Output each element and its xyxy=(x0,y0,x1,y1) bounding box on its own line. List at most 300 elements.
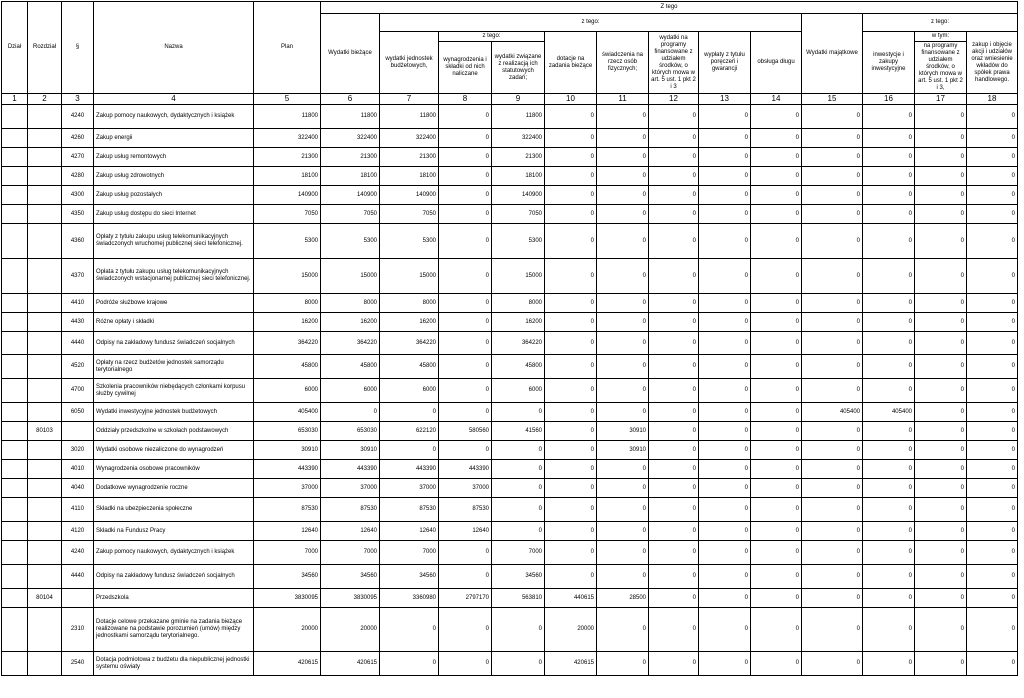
value-cell: 0 xyxy=(545,313,597,332)
table-row xyxy=(2,224,1018,259)
paragraf-cell: 4010 xyxy=(62,460,94,479)
value-cell: 440615 xyxy=(545,589,597,608)
table-row xyxy=(2,441,1018,460)
value-cell: 0 xyxy=(649,186,699,205)
value-cell: 20000 xyxy=(254,608,321,652)
value-cell: 0 xyxy=(915,313,967,332)
value-cell: 12640 xyxy=(254,522,321,541)
value-cell: 0 xyxy=(967,565,1018,589)
value-cell: 20000 xyxy=(321,608,380,652)
value-cell: 0 xyxy=(802,379,863,403)
value-cell: 0 xyxy=(967,652,1018,676)
column-number: 18 xyxy=(967,94,1018,105)
header-wydatki-majatkowe: Wydatki majątkowe xyxy=(802,14,863,94)
value-cell: 0 xyxy=(492,460,545,479)
value-cell: 0 xyxy=(802,608,863,652)
value-cell: 6000 xyxy=(321,379,380,403)
value-cell: 0 xyxy=(751,565,802,589)
table-row xyxy=(2,498,1018,522)
value-cell: 0 xyxy=(967,589,1018,608)
value-cell: 0 xyxy=(915,541,967,565)
value-cell: 0 xyxy=(699,589,751,608)
value-cell: 7050 xyxy=(380,205,439,224)
dzial-cell xyxy=(2,167,28,186)
value-cell: 6000 xyxy=(254,379,321,403)
value-cell: 420615 xyxy=(545,652,597,676)
value-cell: 0 xyxy=(967,313,1018,332)
value-cell: 87530 xyxy=(439,498,492,522)
value-cell: 0 xyxy=(699,460,751,479)
paragraf-cell xyxy=(62,422,94,441)
value-cell: 11800 xyxy=(254,105,321,129)
dzial-cell xyxy=(2,313,28,332)
rozdzial-cell xyxy=(28,379,62,403)
value-cell: 0 xyxy=(915,167,967,186)
rozdzial-cell: 80103 xyxy=(28,422,62,441)
value-cell: 0 xyxy=(967,167,1018,186)
value-cell: 0 xyxy=(649,522,699,541)
nazwa-cell: Zakup pomocy naukowych, dydaktycznych i książek xyxy=(94,541,254,565)
value-cell: 0 xyxy=(967,522,1018,541)
value-cell: 0 xyxy=(915,332,967,355)
rozdzial-cell xyxy=(28,105,62,129)
value-cell: 0 xyxy=(380,403,439,422)
value-cell: 3830095 xyxy=(254,589,321,608)
value-cell: 0 xyxy=(802,441,863,460)
value-cell: 0 xyxy=(802,313,863,332)
value-cell: 8000 xyxy=(254,294,321,313)
header-w-tym: w tym: xyxy=(915,32,967,42)
value-cell: 16200 xyxy=(492,313,545,332)
value-cell: 0 xyxy=(967,608,1018,652)
value-cell: 11800 xyxy=(380,105,439,129)
header-rozdzial: Rozdział xyxy=(28,2,62,94)
value-cell: 0 xyxy=(439,186,492,205)
rozdzial-cell xyxy=(28,294,62,313)
paragraf-cell: 4410 xyxy=(62,294,94,313)
value-cell: 0 xyxy=(863,460,915,479)
column-number: 14 xyxy=(751,94,802,105)
nazwa-cell: Wydatki inwestycyjne jednostek budżetowych xyxy=(94,403,254,422)
value-cell: 0 xyxy=(915,105,967,129)
value-cell: 443390 xyxy=(254,460,321,479)
header-nazwa: Nazwa xyxy=(94,2,254,94)
value-cell: 0 xyxy=(439,205,492,224)
value-cell: 0 xyxy=(915,479,967,498)
value-cell: 0 xyxy=(915,259,967,294)
value-cell: 0 xyxy=(545,205,597,224)
value-cell: 140900 xyxy=(254,186,321,205)
value-cell: 0 xyxy=(439,441,492,460)
table-row xyxy=(2,608,1018,652)
value-cell: 0 xyxy=(863,441,915,460)
table-row xyxy=(2,565,1018,589)
dzial-cell xyxy=(2,652,28,676)
value-cell: 0 xyxy=(863,105,915,129)
value-cell: 18100 xyxy=(380,167,439,186)
value-cell: 15000 xyxy=(380,259,439,294)
value-cell: 0 xyxy=(545,422,597,441)
value-cell: 8000 xyxy=(492,294,545,313)
rozdzial-cell xyxy=(28,441,62,460)
value-cell: 0 xyxy=(967,379,1018,403)
dzial-cell xyxy=(2,259,28,294)
value-cell: 0 xyxy=(751,205,802,224)
value-cell: 0 xyxy=(597,186,649,205)
value-cell: 0 xyxy=(863,589,915,608)
header-wynagrodzenia: wynagrodzenia i składki od nich naliczane xyxy=(439,42,492,94)
value-cell: 16200 xyxy=(380,313,439,332)
table-row xyxy=(2,105,1018,129)
value-cell: 0 xyxy=(751,608,802,652)
value-cell: 0 xyxy=(863,224,915,259)
value-cell: 0 xyxy=(649,294,699,313)
value-cell: 0 xyxy=(545,541,597,565)
value-cell: 12640 xyxy=(321,522,380,541)
value-cell: 0 xyxy=(699,565,751,589)
value-cell: 0 xyxy=(545,403,597,422)
value-cell: 37000 xyxy=(254,479,321,498)
dzial-cell xyxy=(2,589,28,608)
value-cell: 0 xyxy=(915,498,967,522)
value-cell: 364220 xyxy=(380,332,439,355)
value-cell: 0 xyxy=(751,355,802,379)
value-cell: 0 xyxy=(649,224,699,259)
value-cell: 0 xyxy=(802,148,863,167)
value-cell: 0 xyxy=(751,186,802,205)
value-cell: 0 xyxy=(699,186,751,205)
dzial-cell xyxy=(2,379,28,403)
value-cell: 580560 xyxy=(439,422,492,441)
value-cell: 0 xyxy=(545,186,597,205)
value-cell: 0 xyxy=(802,259,863,294)
value-cell: 0 xyxy=(699,148,751,167)
table-row xyxy=(2,422,1018,441)
paragraf-cell: 4360 xyxy=(62,224,94,259)
nazwa-cell: Opłaty na rzecz budżetów jednostek samorządu terytorialnego xyxy=(94,355,254,379)
table-row xyxy=(2,205,1018,224)
nazwa-cell: Zakup usług remontowych xyxy=(94,148,254,167)
value-cell: 653030 xyxy=(321,422,380,441)
value-cell: 34560 xyxy=(321,565,380,589)
value-cell: 0 xyxy=(597,205,649,224)
rozdzial-cell xyxy=(28,205,62,224)
value-cell: 0 xyxy=(649,403,699,422)
column-number: 11 xyxy=(597,94,649,105)
value-cell: 0 xyxy=(492,652,545,676)
dzial-cell xyxy=(2,403,28,422)
value-cell: 0 xyxy=(863,167,915,186)
value-cell: 0 xyxy=(380,608,439,652)
value-cell: 420615 xyxy=(254,652,321,676)
value-cell: 30910 xyxy=(597,422,649,441)
table-row xyxy=(2,129,1018,148)
value-cell: 0 xyxy=(597,105,649,129)
paragraf-cell: 4260 xyxy=(62,129,94,148)
value-cell: 0 xyxy=(649,608,699,652)
value-cell: 443390 xyxy=(380,460,439,479)
value-cell: 0 xyxy=(649,205,699,224)
value-cell: 0 xyxy=(597,129,649,148)
value-cell: 0 xyxy=(967,441,1018,460)
dzial-cell xyxy=(2,565,28,589)
value-cell: 0 xyxy=(439,259,492,294)
paragraf-cell: 4350 xyxy=(62,205,94,224)
value-cell: 0 xyxy=(967,105,1018,129)
value-cell: 0 xyxy=(699,332,751,355)
value-cell: 140900 xyxy=(380,186,439,205)
rozdzial-cell xyxy=(28,565,62,589)
nazwa-cell: Składki na ubezpieczenia społeczne xyxy=(94,498,254,522)
value-cell: 622120 xyxy=(380,422,439,441)
value-cell: 0 xyxy=(699,129,751,148)
value-cell: 0 xyxy=(439,294,492,313)
value-cell: 0 xyxy=(699,541,751,565)
table-row xyxy=(2,332,1018,355)
value-cell: 0 xyxy=(751,522,802,541)
rozdzial-cell xyxy=(28,403,62,422)
column-number: 10 xyxy=(545,94,597,105)
header-z-tego-jednostek: z tego: xyxy=(439,32,545,42)
value-cell: 6000 xyxy=(492,379,545,403)
paragraf-cell: 4280 xyxy=(62,167,94,186)
value-cell: 0 xyxy=(545,167,597,186)
value-cell: 0 xyxy=(439,608,492,652)
paragraf-cell: 2540 xyxy=(62,652,94,676)
table-row xyxy=(2,403,1018,422)
value-cell: 0 xyxy=(751,379,802,403)
column-number: 15 xyxy=(802,94,863,105)
value-cell: 0 xyxy=(699,224,751,259)
value-cell: 0 xyxy=(915,148,967,167)
paragraf-cell: 4110 xyxy=(62,498,94,522)
value-cell: 0 xyxy=(863,422,915,441)
value-cell: 0 xyxy=(699,167,751,186)
value-cell: 0 xyxy=(802,205,863,224)
value-cell: 0 xyxy=(802,522,863,541)
value-cell: 364220 xyxy=(254,332,321,355)
value-cell: 0 xyxy=(649,332,699,355)
value-cell: 0 xyxy=(649,441,699,460)
value-cell: 0 xyxy=(751,652,802,676)
value-cell: 0 xyxy=(751,403,802,422)
value-cell: 0 xyxy=(751,460,802,479)
value-cell: 0 xyxy=(915,205,967,224)
value-cell: 0 xyxy=(649,167,699,186)
value-cell: 140900 xyxy=(492,186,545,205)
value-cell: 420615 xyxy=(321,652,380,676)
dzial-cell xyxy=(2,105,28,129)
value-cell: 0 xyxy=(321,403,380,422)
nazwa-cell: Dotacja podmiotowa z budżetu dla niepublicznej jednostki systemu oświaty xyxy=(94,652,254,676)
value-cell: 0 xyxy=(545,522,597,541)
value-cell: 0 xyxy=(545,441,597,460)
value-cell: 0 xyxy=(439,167,492,186)
paragraf-cell: 4270 xyxy=(62,148,94,167)
value-cell: 0 xyxy=(751,441,802,460)
paragraf-cell: 4440 xyxy=(62,332,94,355)
value-cell: 0 xyxy=(751,259,802,294)
dzial-cell xyxy=(2,205,28,224)
value-cell: 0 xyxy=(699,403,751,422)
value-cell: 0 xyxy=(545,332,597,355)
value-cell: 0 xyxy=(597,565,649,589)
value-cell: 0 xyxy=(492,608,545,652)
value-cell: 0 xyxy=(597,313,649,332)
value-cell: 0 xyxy=(863,186,915,205)
value-cell: 0 xyxy=(649,565,699,589)
rozdzial-cell xyxy=(28,460,62,479)
value-cell: 87530 xyxy=(254,498,321,522)
value-cell: 20000 xyxy=(545,608,597,652)
value-cell: 34560 xyxy=(380,565,439,589)
nazwa-cell: Wynagrodzenia osobowe pracowników xyxy=(94,460,254,479)
header-z-tego-biezace: z tego: xyxy=(380,14,802,32)
value-cell: 0 xyxy=(751,479,802,498)
column-number: 1 xyxy=(2,94,28,105)
value-cell: 0 xyxy=(649,422,699,441)
value-cell: 0 xyxy=(802,565,863,589)
value-cell: 0 xyxy=(802,294,863,313)
value-cell: 0 xyxy=(545,129,597,148)
value-cell: 0 xyxy=(751,105,802,129)
nazwa-cell: Oddziały przedszkolne w szkołach podstawowych xyxy=(94,422,254,441)
nazwa-cell: Dodatkowe wynagrodzenie roczne xyxy=(94,479,254,498)
value-cell: 0 xyxy=(967,186,1018,205)
value-cell: 0 xyxy=(863,332,915,355)
value-cell: 3830095 xyxy=(321,589,380,608)
value-cell: 0 xyxy=(699,441,751,460)
value-cell: 0 xyxy=(802,479,863,498)
nazwa-cell: Szkolenia pracowników niebędących członkami korpusu służby cywilnej xyxy=(94,379,254,403)
rozdzial-cell xyxy=(28,224,62,259)
value-cell: 5300 xyxy=(254,224,321,259)
value-cell: 0 xyxy=(439,541,492,565)
value-cell: 0 xyxy=(597,224,649,259)
value-cell: 405400 xyxy=(254,403,321,422)
nazwa-cell: Różne opłaty i składki xyxy=(94,313,254,332)
rozdzial-cell xyxy=(28,129,62,148)
header-swiadczenia: świadczenia na rzecz osób fizycznych; xyxy=(597,32,649,94)
dzial-cell xyxy=(2,148,28,167)
value-cell: 0 xyxy=(492,403,545,422)
value-cell: 0 xyxy=(802,652,863,676)
value-cell: 0 xyxy=(439,313,492,332)
value-cell: 0 xyxy=(802,355,863,379)
value-cell: 405400 xyxy=(802,403,863,422)
value-cell: 0 xyxy=(863,294,915,313)
value-cell: 0 xyxy=(863,148,915,167)
table-row xyxy=(2,652,1018,676)
value-cell: 0 xyxy=(915,589,967,608)
value-cell: 16200 xyxy=(254,313,321,332)
value-cell: 0 xyxy=(802,541,863,565)
table-header xyxy=(2,2,1018,105)
value-cell: 0 xyxy=(802,129,863,148)
value-cell: 0 xyxy=(915,441,967,460)
value-cell: 322400 xyxy=(380,129,439,148)
value-cell: 0 xyxy=(649,379,699,403)
header-wyplaty: wypłaty z tytułu poręczeń i gwarancji xyxy=(699,32,751,94)
value-cell: 0 xyxy=(802,167,863,186)
dzial-cell xyxy=(2,294,28,313)
table-row xyxy=(2,294,1018,313)
dzial-cell xyxy=(2,186,28,205)
value-cell: 0 xyxy=(863,129,915,148)
column-number: 4 xyxy=(94,94,254,105)
nazwa-cell: Wydatki osobowe niezaliczone do wynagrodzeń xyxy=(94,441,254,460)
value-cell: 0 xyxy=(439,105,492,129)
value-cell: 0 xyxy=(967,129,1018,148)
value-cell: 0 xyxy=(649,541,699,565)
value-cell: 0 xyxy=(967,205,1018,224)
value-cell: 0 xyxy=(967,422,1018,441)
column-number: 13 xyxy=(699,94,751,105)
value-cell: 0 xyxy=(597,498,649,522)
rozdzial-cell xyxy=(28,186,62,205)
nazwa-cell: Zakup usług dostępu do sieci Internet xyxy=(94,205,254,224)
value-cell: 0 xyxy=(915,355,967,379)
value-cell: 0 xyxy=(863,541,915,565)
value-cell: 0 xyxy=(649,460,699,479)
value-cell: 34560 xyxy=(254,565,321,589)
dzial-cell xyxy=(2,460,28,479)
paragraf-cell: 4040 xyxy=(62,479,94,498)
table-row xyxy=(2,589,1018,608)
header-wydatki-statutowe: wydatki związane z realizacją ich statutowych zadań; xyxy=(492,42,545,94)
value-cell: 364220 xyxy=(492,332,545,355)
value-cell: 0 xyxy=(863,498,915,522)
value-cell: 0 xyxy=(649,313,699,332)
value-cell: 0 xyxy=(699,652,751,676)
header-obsluga: obsługa długu xyxy=(751,32,802,94)
value-cell: 0 xyxy=(597,167,649,186)
paragraf-cell: 4440 xyxy=(62,565,94,589)
value-cell: 0 xyxy=(802,224,863,259)
value-cell: 0 xyxy=(863,608,915,652)
value-cell: 0 xyxy=(751,541,802,565)
dzial-cell xyxy=(2,129,28,148)
value-cell: 0 xyxy=(751,224,802,259)
paragraf-cell: 4240 xyxy=(62,541,94,565)
value-cell: 0 xyxy=(751,498,802,522)
value-cell: 0 xyxy=(967,479,1018,498)
value-cell: 6000 xyxy=(380,379,439,403)
value-cell: 37000 xyxy=(439,479,492,498)
value-cell: 45800 xyxy=(321,355,380,379)
paragraf-cell: 4120 xyxy=(62,522,94,541)
value-cell: 11800 xyxy=(492,105,545,129)
value-cell: 0 xyxy=(492,441,545,460)
header-plan: Plan xyxy=(254,2,321,94)
value-cell: 7000 xyxy=(254,541,321,565)
value-cell: 0 xyxy=(649,105,699,129)
table-row xyxy=(2,460,1018,479)
budget-expenditure-table xyxy=(1,1,1018,676)
value-cell: 0 xyxy=(915,224,967,259)
value-cell: 0 xyxy=(545,355,597,379)
value-cell: 18100 xyxy=(492,167,545,186)
value-cell: 0 xyxy=(439,355,492,379)
value-cell: 7000 xyxy=(380,541,439,565)
value-cell: 0 xyxy=(699,355,751,379)
value-cell: 7000 xyxy=(321,541,380,565)
value-cell: 0 xyxy=(863,355,915,379)
value-cell: 2797170 xyxy=(439,589,492,608)
column-number: 7 xyxy=(380,94,439,105)
value-cell: 0 xyxy=(863,652,915,676)
header-z-tego-majatkowe: z tego: xyxy=(863,14,1018,32)
